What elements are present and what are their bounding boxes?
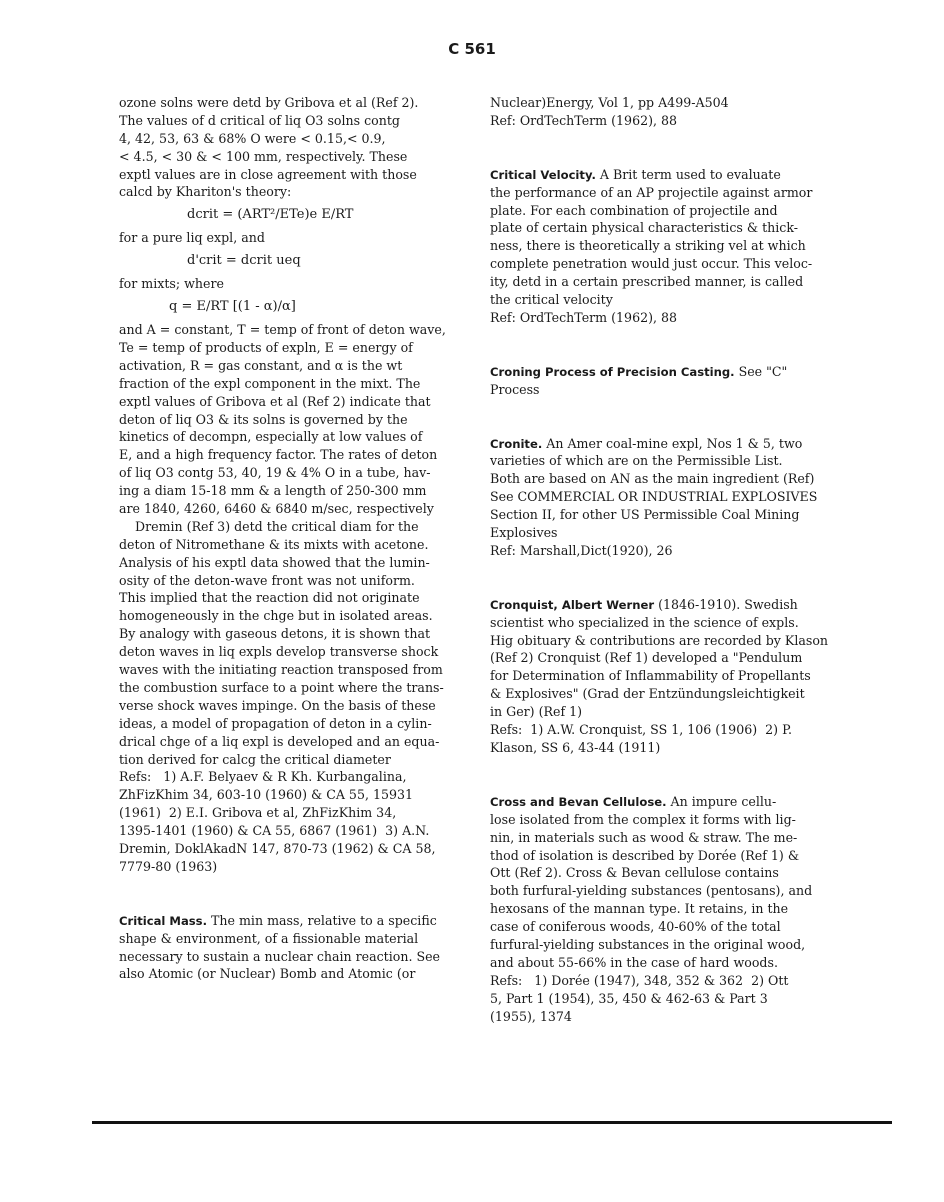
text-line: < 4.5, < 30 & < 100 mm, respectively. These (119, 148, 408, 164)
entry-critical-velocity (490, 166, 830, 327)
entry-cronquist (490, 596, 830, 757)
text-line: hexosans of the mannan type. It retains, in the (490, 901, 789, 917)
text-line: are 1840, 4260, 6460 & 6840 m/sec, respectively (119, 501, 434, 517)
reference-line: ZhFizKhim 34, 603-10 (1960) & CA 55, 15931 (119, 787, 414, 803)
entry-heading: Cronquist, Albert Werner (490, 597, 655, 612)
reference-line: (1955), 1374 (490, 1008, 572, 1024)
entry-heading: Cronite. (490, 436, 543, 451)
text-line: for Determination of Inflammability of Propellants (490, 668, 811, 684)
entry-heading: Critical Velocity. (490, 167, 596, 182)
text-line: tion derived for calcg the critical diameter (119, 751, 391, 767)
reference-line: Refs: 1) Dorée (1947), 348, 352 & 362 2) Ott (490, 972, 789, 988)
text-line: plate of certain physical characteristics & thick- (490, 220, 798, 236)
text-line: activation, R = gas constant, and α is the wt (119, 357, 403, 373)
text-line: deton of Nitromethane & its mixts with acetone. (119, 536, 429, 552)
text-line: homogeneously in the chge but in isolated areas. (119, 608, 433, 624)
intro-paragraph (119, 94, 457, 201)
text-line: the combustion surface to a point where the trans- (119, 679, 444, 695)
text-line: The values of d critical of liq O3 solns contg (119, 112, 400, 128)
text-line: the performance of an AP projectile against armor (490, 184, 813, 200)
formula-q: q = E/RT [(1 - α)/α] (169, 299, 296, 315)
reference-line: Ref: OrdTechTerm (1962), 88 (490, 309, 678, 325)
reference-line: Refs: 1) A.F. Belyaev & R Kh. Kurbangalina, (119, 769, 407, 785)
entry-heading: Croning Process of Precision Casting. (490, 364, 735, 379)
text-line: Nuclear)Energy, Vol 1, pp A499-A504 (490, 95, 729, 110)
text-line: case of coniferous woods, 40-60% of the total (490, 919, 781, 935)
entry-cronite (490, 435, 830, 560)
entry-text: An Amer coal-mine expl, Nos 1 & 5, two (546, 435, 803, 451)
entry-heading: Critical Mass. (119, 913, 207, 928)
text-line: See COMMERCIAL OR INDUSTRIAL EXPLOSIVES (490, 489, 818, 505)
text-line: Process (490, 381, 540, 397)
text-line: Dremin (Ref 3) detd the critical diam for the (119, 518, 419, 534)
text-line: of liq O3 contg 53, 40, 19 & 4% O in a tube, hav- (119, 465, 431, 481)
text-line: fraction of the expl component in the mixt. The (119, 375, 421, 391)
text-line: thod of isolation is described by Dorée (Ref 1) & (490, 847, 800, 863)
text-line: also Atomic (or Nuclear) Bomb and Atomic (or (119, 966, 416, 982)
text-line: in Ger) (Ref 1) (490, 704, 583, 720)
reference-line: 5, Part 1 (1954), 35, 450 & 462-63 & Part 3 (490, 990, 768, 1006)
reference-line: (1961) 2) E.I. Gribova et al, ZhFizKhim 34, (119, 805, 397, 821)
text-line: exptl values are in close agreement with those (119, 166, 417, 182)
text-line: Te = temp of products of expln, E = energy of (119, 340, 413, 356)
reference-line: Refs: 1) A.W. Cronquist, SS 1, 106 (1906) 2) P. (490, 722, 792, 738)
reference-line: Ref: Marshall,Dict(1920), 26 (490, 542, 673, 558)
text-line: ideas, a model of propagation of deton in a cylin- (119, 715, 432, 731)
formula-critical-diameter: dcrit = (ART²/ETe)e E/RT (187, 207, 354, 223)
entry-text: An impure cellu- (670, 793, 777, 809)
page-number: C 561 (448, 40, 496, 58)
text-line: calcd by Khariton's theory: (119, 184, 292, 200)
bottom-rule (92, 1121, 892, 1124)
entry-croning-process (490, 363, 830, 399)
text-line: Section II, for other US Permissible Coal Mining (490, 507, 800, 523)
text-line: waves with the initiating reaction transposed from (119, 662, 443, 678)
text-line: complete penetration would just occur. This veloc- (490, 256, 813, 272)
text-line: scientist who specialized in the science of expls. (490, 614, 799, 630)
text-line: kinetics of decompn, especially at low values of (119, 429, 423, 445)
body-paragraph (119, 321, 457, 768)
text-line: varieties of which are on the Permissible List. (490, 453, 783, 469)
text-line: This implied that the reaction did not originate (119, 590, 420, 606)
text-line: and about 55-66% in the case of hard woods. (490, 954, 778, 970)
entry-text: See "C" (738, 363, 788, 379)
reference-line: 1395-1401 (1960) & CA 55, 6867 (1961) 3) A.N. (119, 823, 430, 839)
reference-line: Ref: OrdTechTerm (1962), 88 (490, 112, 678, 128)
text-line: nin, in materials such as wood & straw. The me- (490, 829, 798, 845)
text-line: deton waves in liq expls develop transverse shock (119, 644, 439, 660)
text-line: Both are based on AN as the main ingredient (Ref) (490, 471, 815, 487)
text-line: plate. For each combination of projectile and (490, 202, 778, 218)
entry-critical-mass (119, 912, 457, 984)
text-line: necessary to sustain a nuclear chain reaction. See (119, 948, 441, 964)
entry-heading: Cross and Bevan Cellulose. (490, 794, 667, 809)
continuation-text (490, 94, 830, 130)
text-line: Ott (Ref 2). Cross & Bevan cellulose contains (490, 865, 779, 881)
text-line: By analogy with gaseous detons, it is shown that (119, 626, 431, 642)
text-line: lose isolated from the complex it forms with lig- (490, 811, 796, 827)
formula-mixture-diameter: d'crit = dcrit ueq (187, 253, 301, 269)
text-line: Analysis of his exptl data showed that the lumin- (119, 554, 430, 570)
text-line: and A = constant, T = temp of front of deton wave, (119, 322, 446, 338)
text-line: the critical velocity (490, 292, 613, 308)
entry-text: A Brit term used to evaluate (599, 166, 781, 182)
entry-cross-bevan-cellulose (490, 793, 830, 1026)
text-line: Explosives (490, 525, 558, 541)
text-line: osity of the deton-wave front was not uniform. (119, 572, 415, 588)
text-line: both furfural-yielding substances (pentosans), and (490, 883, 813, 899)
text-line: ity, detd in a certain prescribed manner, is called (490, 274, 804, 290)
text-line: Hig obituary & contributions are recorded by Klason (490, 632, 829, 648)
right-column (490, 94, 830, 1025)
references (119, 768, 457, 875)
entry-text: (1846-1910). Swedish (658, 596, 798, 612)
text-line: ozone solns were detd by Gribova et al (Ref 2). (119, 95, 419, 110)
text-line: & Explosives" (Grad der Entzündungsleichtigkeit (490, 686, 805, 702)
text-line: E, and a high frequency factor. The rates of deton (119, 447, 438, 463)
reference-line: 7779-80 (1963) (119, 858, 218, 874)
text-line: verse shock waves impinge. On the basis of these (119, 697, 436, 713)
text-line: for mixts; where (119, 276, 224, 292)
entry-text: The min mass, relative to a specific (211, 912, 437, 928)
left-column (119, 94, 457, 983)
text-line: for a pure liq expl, and (119, 230, 265, 246)
reference-line: Klason, SS 6, 43-44 (1911) (490, 739, 661, 755)
text-line: deton of liq O3 & its solns is governed by the (119, 411, 408, 427)
text-line: ing a diam 15-18 mm & a length of 250-300 mm (119, 483, 427, 499)
reference-line: Dremin, DoklAkadN 147, 870-73 (1962) & CA 58, (119, 840, 436, 856)
text-line: drical chge of a liq expl is developed and an equa- (119, 733, 440, 749)
text-line: exptl values of Gribova et al (Ref 2) indicate that (119, 393, 431, 409)
text-line: 4, 42, 53, 63 & 68% O were < 0.15,< 0.9, (119, 130, 386, 146)
text-line: ness, there is theoretically a striking vel at which (490, 238, 806, 254)
text-line: (Ref 2) Cronquist (Ref 1) developed a "Pendulum (490, 650, 803, 666)
text-line: furfural-yielding substances in the original wood, (490, 936, 806, 952)
text-line: shape & environment, of a fissionable material (119, 930, 419, 946)
